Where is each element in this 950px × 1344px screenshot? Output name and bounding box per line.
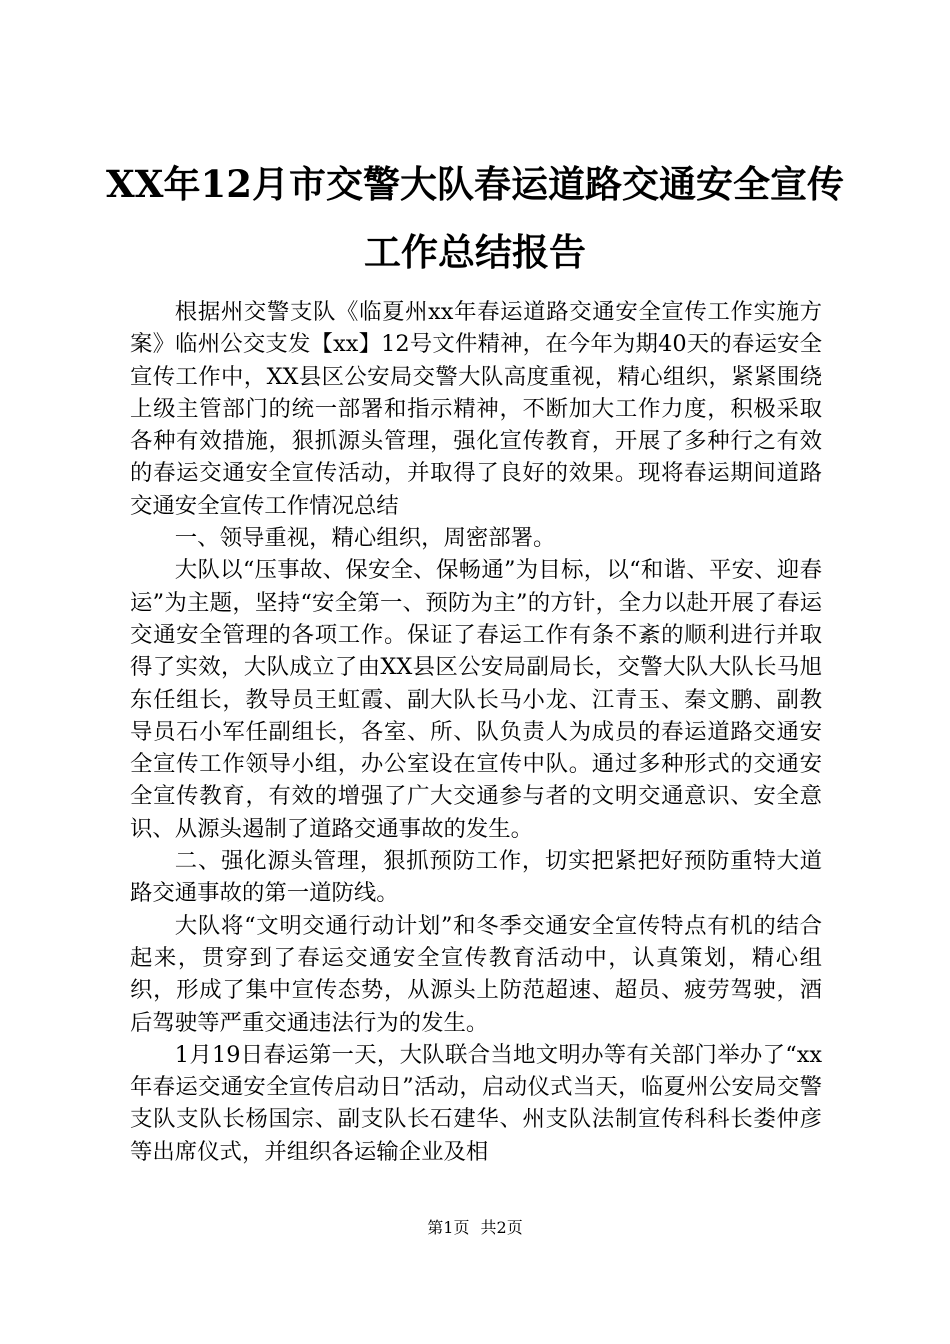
- section-heading-1: 一、领导重视，精心组织，周密部署。: [174, 525, 556, 552]
- paragraph-section-2-event: 1月19日春运第一天，大队联合当地文明办等有关部门举办了“xx年春运交通安全宣传启动日”活动，启动仪式当天，临夏州公安局交警支队支队长杨国宗、副支队长石建华、州支队法制宣传科科长娄仲彦等出席仪式，并组织各运输企业及相: [130, 1041, 822, 1165]
- document-title-line-1: XX年12月市交警大队春运道路交通安全宣传: [106, 162, 844, 206]
- page-number: 第1页: [427, 1218, 470, 1237]
- paragraph-section-1: 大队以“压事故、保安全、保畅通”为目标，以“和谐、平安、迎春运”为主题，坚持“安全第一、预防为主”的方针，全力以赴开展了春运交通安全管理的各项工作。保证了春运工作有条不紊的顺利进行并取得了实效，大队成立了由XX县区公安局副局长，交警大队大队长马旭东任组长，教导员王虹霞、副大队长马小龙、江青玉、秦文鹏、副教导员石小军任副组长，各室、所、队负责人为成员的春运道路交通安全宣传工作领导小组，办公室设在宣传中队。通过多种形式的交通安全宣传教育，有效的增强了广大交通参与者的文明交通意识、安全意识、从源头遏制了道路交通事故的发生。: [130, 557, 822, 842]
- section-heading-2: 二、强化源头管理，狠抓预防工作，切实把紧把好预防重特大道路交通事故的第一道防线。: [130, 848, 822, 907]
- paragraph-intro: 根据州交警支队《临夏州xx年春运道路交通安全宣传工作实施方案》临州公交支发【xx】12号文件精神，在今年为期40天的春运安全宣传工作中，XX县区公安局交警大队高度重视，精心组织，紧紧围绕上级主管部门的统一部署和指示精神，不断加大工作力度，积极采取各种有效措施，狠抓源头管理，强化宣传教育，开展了多种行之有效的春运交通安全宣传活动，并取得了良好的效果。现将春运期间道路交通安全宣传工作情况总结: [130, 299, 822, 519]
- page-footer: [0, 1218, 950, 1238]
- document-title-line-2: 工作总结报告: [364, 230, 586, 274]
- paragraph-section-2: 大队将“文明交通行动计划”和冬季交通安全宣传特点有机的结合起来，贯穿到了春运交通安全宣传教育活动中，认真策划，精心组织，形成了集中宣传态势，从源头上防范超速、超员、疲劳驾驶，酒后驾驶等严重交通违法行为的发生。: [130, 912, 822, 1036]
- page-total: 共2页: [480, 1218, 523, 1237]
- document-body: [130, 296, 822, 1168]
